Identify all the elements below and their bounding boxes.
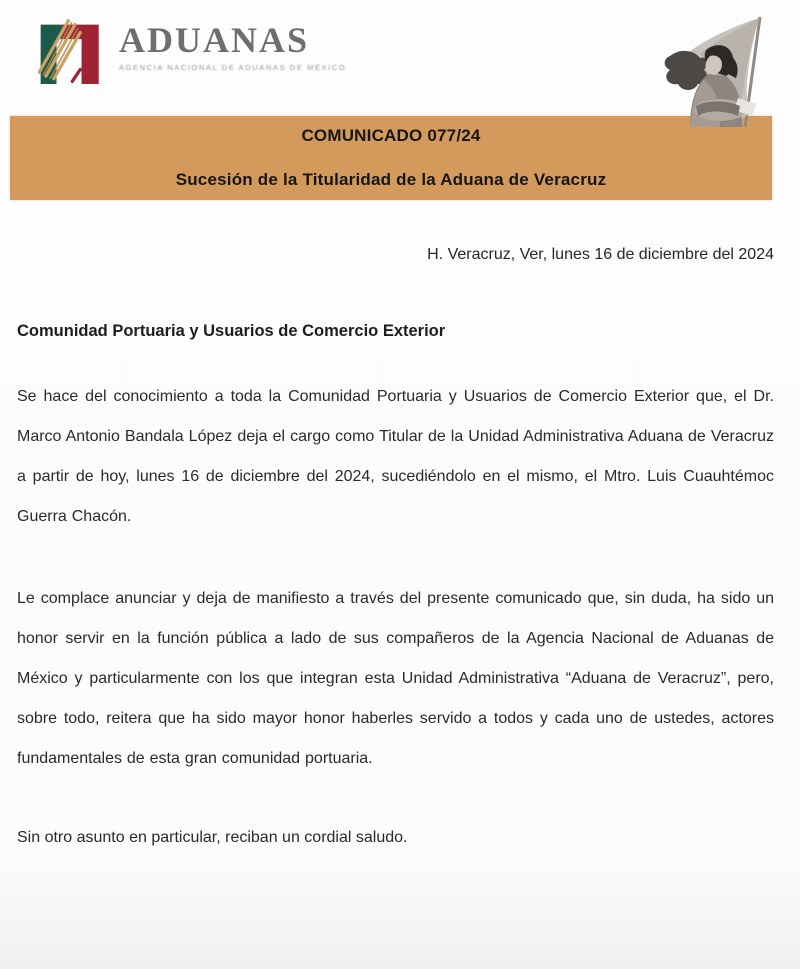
aduanas-logo-icon xyxy=(38,14,104,88)
logo-tagline: AGENCIA NACIONAL DE ADUANAS DE MÉXICO xyxy=(119,63,347,72)
comunicado-banner xyxy=(10,116,772,200)
dateline: H. Veracruz, Ver, lunes 16 de diciembre del 2024 xyxy=(427,246,774,263)
logo-text-block xyxy=(119,14,346,72)
closing-line: Sin otro asunto en particular, reciban un cordial saludo. xyxy=(17,829,408,846)
la-patria-flag-figure-image xyxy=(644,14,782,128)
aduanas-logo xyxy=(38,14,346,88)
paragraph-1: Se hace del conocimiento a toda la Comunidad Portuaria y Usuarios de Comercio Exterior que, el Dr. Marco Antonio Bandala López deja el cargo como Titular de la Unidad Administrativa Aduana de Veracruz a partir de hoy, lunes 16 de diciembre del 2024, sucediéndolo en el mismo, el Mtro. Luis Cuauhtémoc Guerra Chacón. xyxy=(17,388,774,525)
salutation: Comunidad Portuaria y Usuarios de Comercio Exterior xyxy=(17,322,446,340)
comunicado-subject: Sucesión de la Titularidad de la Aduana de Veracruz xyxy=(175,170,607,189)
paragraph-2: Le complace anunciar y deja de manifiesto a través del presente comunicado que, sin duda, ha sido un honor servir en la función pública a lado de sus compañeros de la Agencia Nacional de Aduanas de México y particularmente con los que integran esta Unidad Administrativa “Aduana de Veracruz”, pero, sobre todo, reitera que ha sido mayor honor haberles servido a todos y cada uno de ustedes, actores fundamentales de esta gran comunidad portuaria. xyxy=(17,590,774,767)
letter-body xyxy=(0,246,800,847)
document-header xyxy=(0,0,800,116)
logo-wordmark: ADUANAS xyxy=(119,20,310,60)
comunicado-number: COMUNICADO 077/24 xyxy=(301,126,481,145)
